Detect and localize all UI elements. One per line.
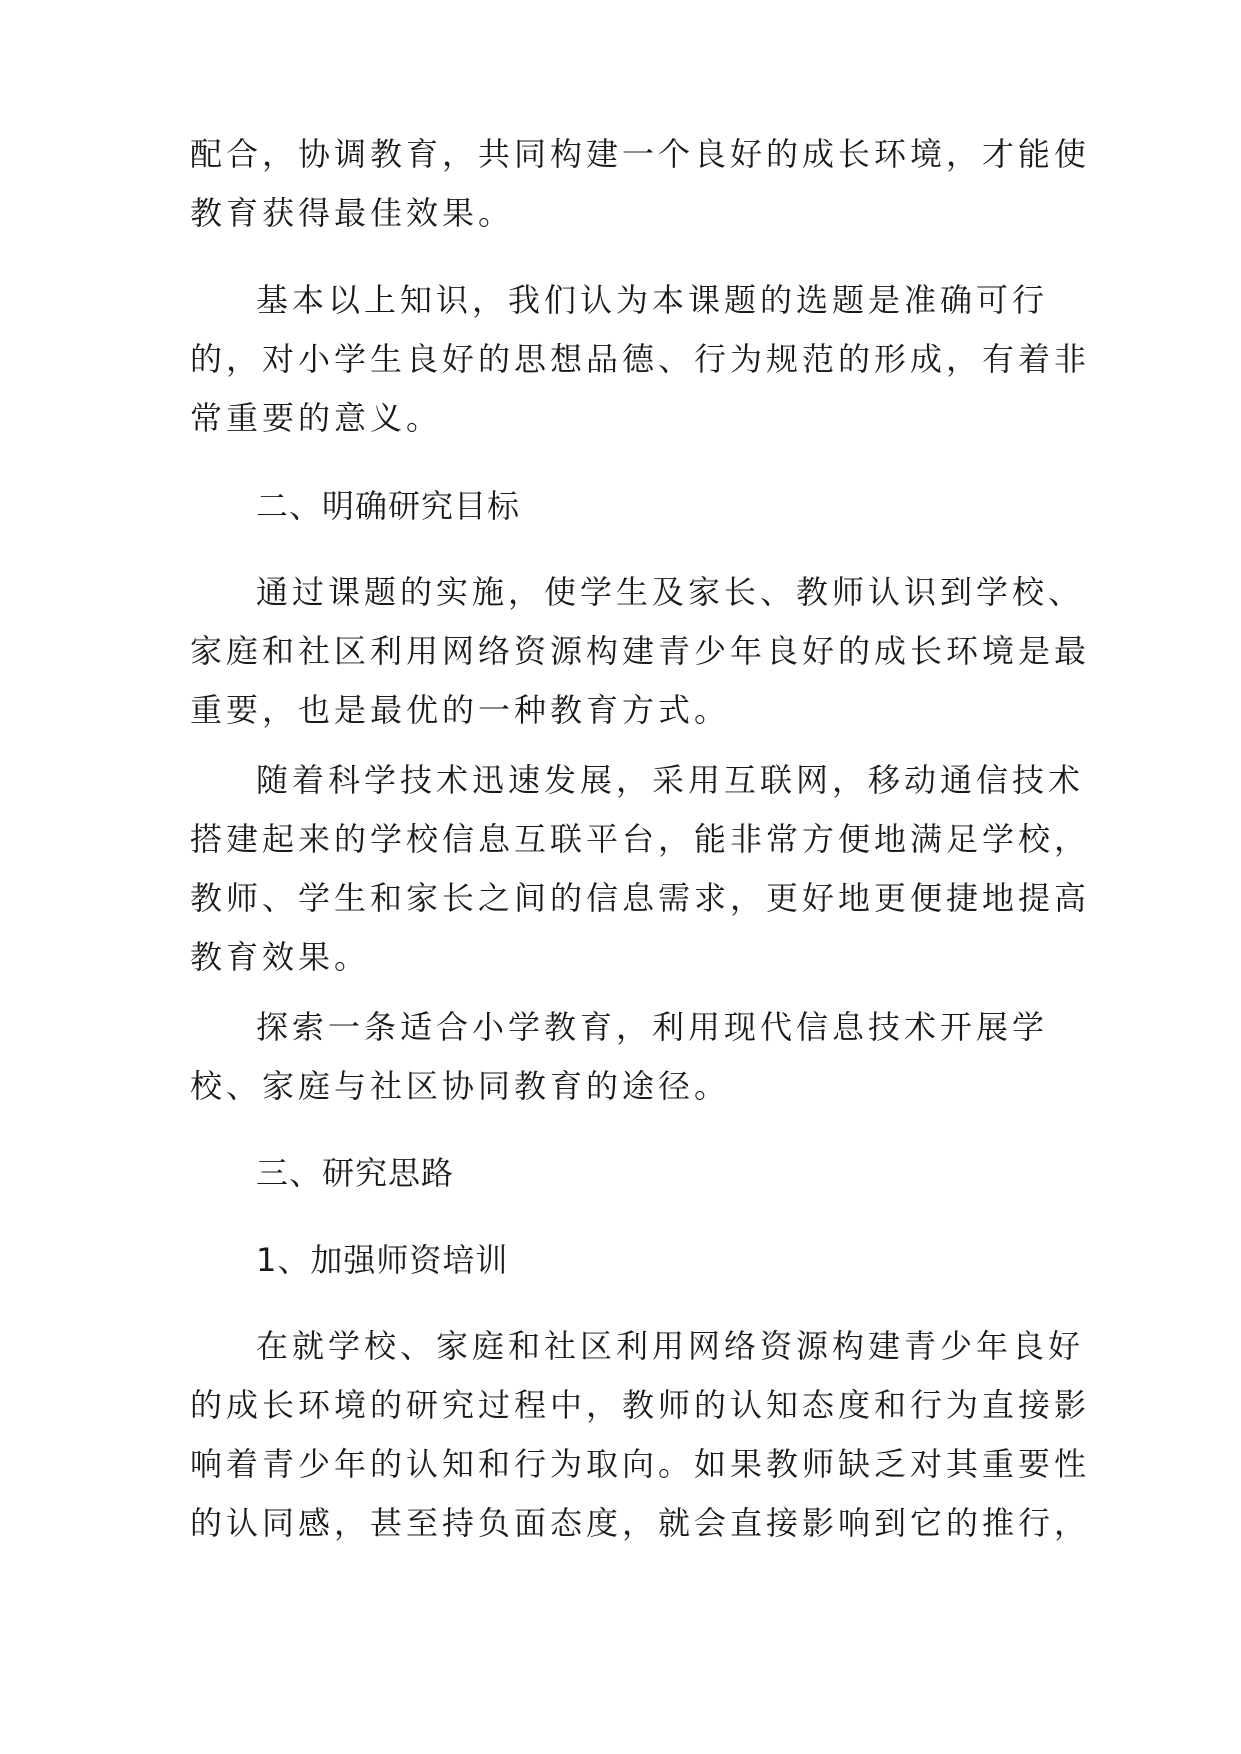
text-line: 配合，协调教育，共同构建一个良好的成长环境，才能使 [190,135,1091,173]
text-line: 教育获得最佳效果。 [190,194,515,232]
text-line: 家庭和社区利用网络资源构建青少年良好的成长环境是最 [190,632,1091,670]
text-line: 教师、学生和家长之间的信息需求，更好地更便捷地提高 [190,879,1091,917]
text-line: 的，对小学生良好的思想品德、行为规范的形成，有着非 [190,340,1091,378]
text-line: 搭建起来的学校信息互联平台，能非常方便地满足学校， [190,820,1091,858]
subsection-heading: 1、加强师资培训 [256,1241,509,1279]
text-line: 响着青少年的认知和行为取向。如果教师缺乏对其重要性 [190,1445,1091,1483]
text-line: 的成长环境的研究过程中，教师的认知态度和行为直接影 [190,1386,1091,1424]
section-heading: 二、明确研究目标 [256,487,521,525]
text-line: 教育效果。 [190,938,371,976]
text-line: 常重要的意义。 [190,399,443,437]
text-line: 基本以上知识，我们认为本课题的选题是准确可行 [256,281,1049,319]
section-heading: 三、研究思路 [256,1154,455,1192]
text-line: 的认同感，甚至持负面态度，就会直接影响到它的推行， [190,1504,1091,1542]
text-line: 校、家庭与社区协同教育的途径。 [190,1067,731,1105]
text-line: 重要，也是最优的一种教育方式。 [190,691,731,729]
text-line: 在就学校、家庭和社区利用网络资源构建青少年良好 [256,1327,1085,1365]
text-line: 随着科学技术迅速发展，采用互联网，移动通信技术 [256,761,1085,799]
text-line: 探索一条适合小学教育，利用现代信息技术开展学 [256,1008,1049,1046]
text-line: 通过课题的实施，使学生及家长、教师认识到学校、 [256,573,1085,611]
